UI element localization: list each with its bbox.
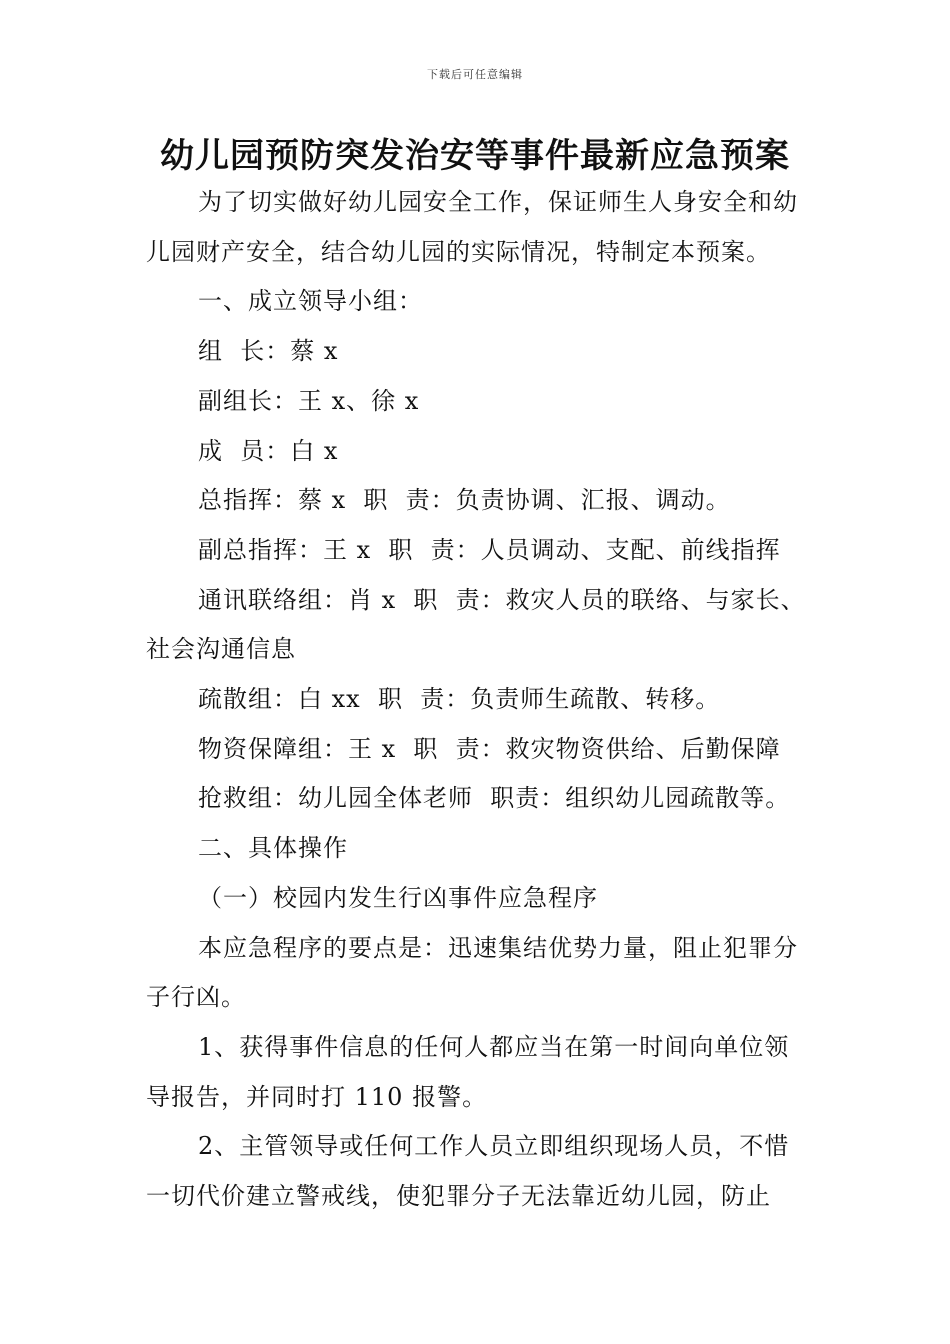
paragraph-step-1: 1、获得事件信息的任何人都应当在第一时间向单位领导报告，并同时打 110 报警。 — [146, 1032, 790, 1111]
subsection-heading-violence: （一）校园内发生行凶事件应急程序 — [198, 883, 598, 912]
document-body — [146, 178, 810, 1222]
section-heading-operations: 二、具体操作 — [198, 834, 348, 863]
paragraph-rescue-group: 抢救组：幼儿园全体老师 职责：组织幼儿园疏散等。 — [198, 784, 791, 813]
paragraph-commander: 总指挥：蔡 x 职 责：负责协调、汇报、调动。 — [198, 486, 731, 515]
paragraph-deputy-commander: 副总指挥：王 x 职 责：人员调动、支配、前线指挥 — [198, 535, 781, 564]
paragraph-supplies-group: 物资保障组：王 x 职 责：救灾物资供给、后勤保障 — [198, 734, 781, 763]
paragraph-members: 成 员：白 x — [198, 436, 339, 465]
paragraph-key-points: 本应急程序的要点是：迅速集结优势力量，阻止犯罪分子行凶。 — [146, 933, 798, 1012]
paragraph-leader: 组 长：蔡 x — [198, 337, 339, 366]
paragraph-step-2: 2、主管领导或任何工作人员立即组织现场人员，不惜一切代价建立警戒线，使犯罪分子无法靠近幼儿园，防止 — [146, 1132, 790, 1211]
paragraph-evacuation-group: 疏散组：白 xx 职 责：负责师生疏散、转移。 — [198, 685, 721, 714]
paragraph-deputy-leader: 副组长：王 x、徐 x — [198, 386, 420, 415]
paragraph-communications-group: 通讯联络组：肖 x 职 责：救灾人员的联络、与家长、社会沟通信息 — [146, 585, 806, 664]
document-title: 幼儿园预防突发治安等事件最新应急预案 — [160, 136, 790, 176]
header-note: 下载后可任意编辑 — [427, 68, 523, 81]
section-heading-leadership: 一、成立领导小组： — [198, 287, 423, 316]
paragraph-intro: 为了切实做好幼儿园安全工作，保证师生人身安全和幼儿园财产安全，结合幼儿园的实际情况，特制定本预案。 — [146, 188, 798, 266]
